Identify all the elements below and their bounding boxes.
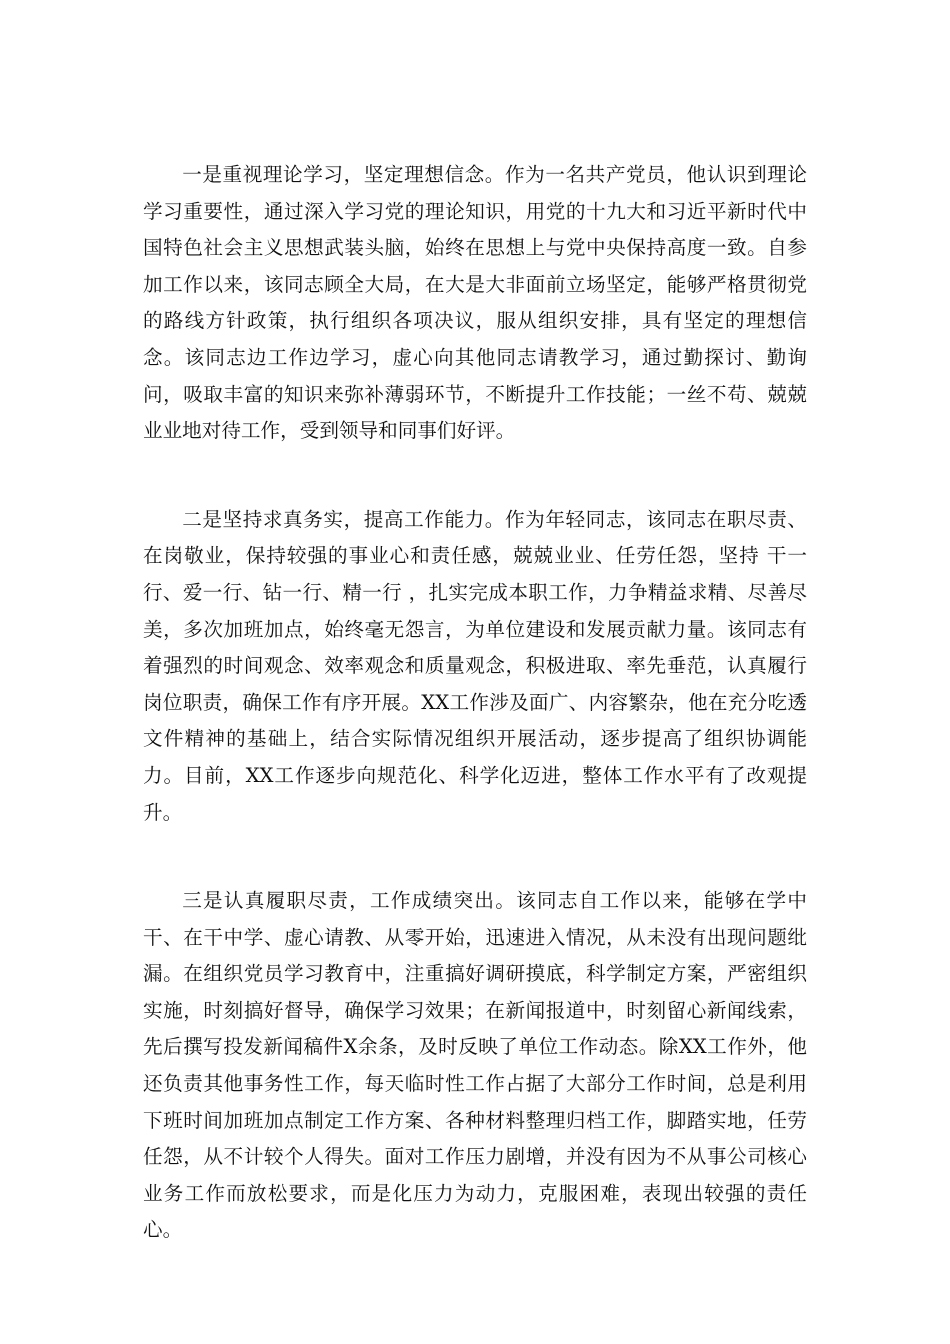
document-body — [143, 157, 807, 1249]
paragraph-work-ability: 二是坚持求真务实，提高工作能力。作为年轻同志，该同志在职尽责、在岗敬业，保持较强的事业心和责任感，兢兢业业、任劳任怨，坚持 干一行、爱一行、钻一行、精一行 ，扎实完成本职工作，力争精益求精、尽善尽美，多次加班加点，始终毫无怨言，为单位建设和发展贡献力量。该同志有着强烈的时间观念、效率观念和质量观念，积极进取、率先垂范，认真履行岗位职责，确保工作有序开展。XX工作涉及面广、内容繁杂，他在充分吃透文件精神的基础上，结合实际情况组织开展活动，逐步提高了组织协调能力。目前，XX工作逐步向规范化、科学化迈进，整体工作水平有了改观提升。 — [143, 507, 807, 824]
paragraph-theory-study: 一是重视理论学习，坚定理想信念。作为一名共产党员，他认识到理论学习重要性，通过深入学习党的理论知识，用党的十九大和习近平新时代中国特色社会主义思想武装头脑，始终在思想上与党中央保持高度一致。自参加工作以来，该同志顾全大局，在大是大非面前立场坚定，能够严格贯彻党的路线方针政策，执行组织各项决议，服从组织安排，具有坚定的理想信念。该同志边工作边学习，虚心向其他同志请教学习，通过勤探讨、勤询问，吸取丰富的知识来弥补薄弱环节，不断提升工作技能；一丝不苟、兢兢业业地对待工作，受到领导和同事们好评。 — [143, 163, 807, 443]
paragraph-duty-performance: 三是认真履职尽责，工作成绩突出。该同志自工作以来，能够在学中干、在干中学、虚心请教、从零开始，迅速进入情况，从未没有出现问题纰漏。在组织党员学习教育中，注重搞好调研摸底，科学制定方案，严密组织实施，时刻搞好督导，确保学习效果；在新闻报道中，时刻留心新闻线索，先后撰写投发新闻稿件X余条，及时反映了单位工作动态。除XX工作外，他还负责其他事务性工作，每天临时性工作占据了大部分工作时间，总是利用下班时间加班加点制定工作方案、各种材料整理归档工作，脚踏实地，任劳任怨，从不计较个人得失。面对工作压力剧增，并没有因为不从事公司核心业务工作而放松要求，而是化压力为动力，克服困难，表现出较强的责任心。 — [143, 889, 807, 1242]
